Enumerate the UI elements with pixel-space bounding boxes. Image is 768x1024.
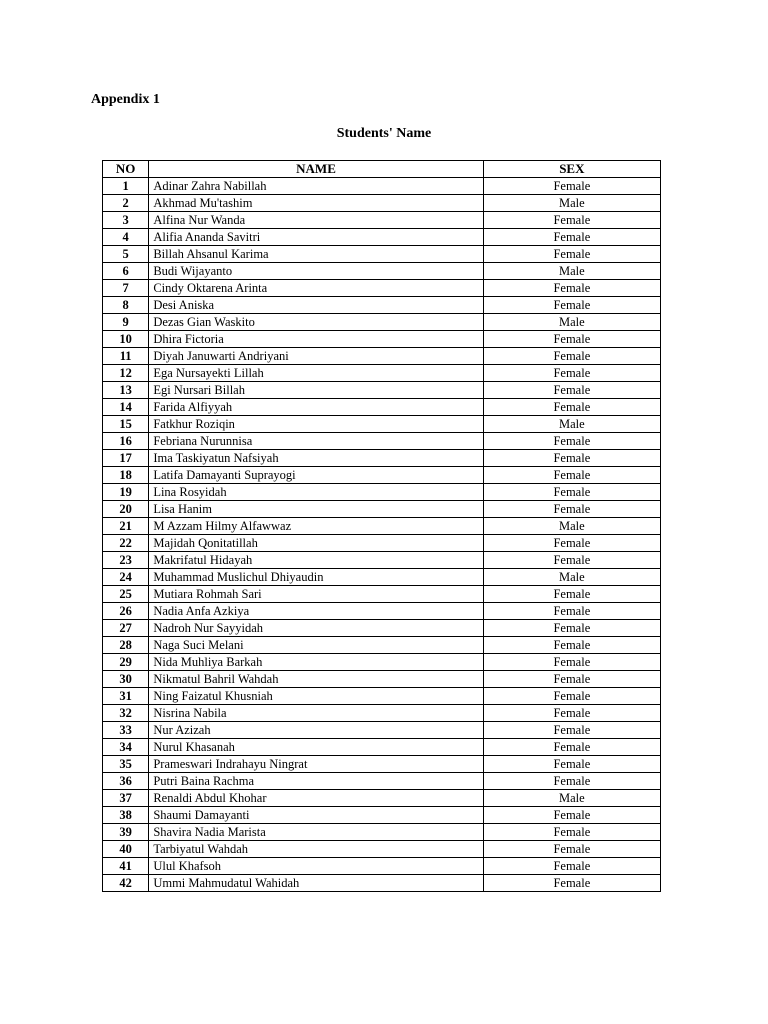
student-name: Nisrina Nabila bbox=[149, 705, 483, 722]
student-sex: Female bbox=[483, 875, 660, 892]
table-row bbox=[103, 450, 661, 467]
student-name: Mutiara Rohmah Sari bbox=[149, 586, 483, 603]
student-sex: Female bbox=[483, 654, 660, 671]
table-row bbox=[103, 773, 661, 790]
row-number: 39 bbox=[103, 824, 149, 841]
student-sex: Male bbox=[483, 263, 660, 280]
student-sex: Female bbox=[483, 433, 660, 450]
table-row bbox=[103, 875, 661, 892]
row-number: 7 bbox=[103, 280, 149, 297]
student-name: Nikmatul Bahril Wahdah bbox=[149, 671, 483, 688]
table-header-row bbox=[103, 161, 661, 178]
row-number: 18 bbox=[103, 467, 149, 484]
header-sex: SEX bbox=[483, 161, 660, 178]
student-sex: Female bbox=[483, 365, 660, 382]
row-number: 16 bbox=[103, 433, 149, 450]
row-number: 20 bbox=[103, 501, 149, 518]
row-number: 1 bbox=[103, 178, 149, 195]
student-name: Billah Ahsanul Karima bbox=[149, 246, 483, 263]
table-row bbox=[103, 535, 661, 552]
table-row bbox=[103, 824, 661, 841]
student-sex: Female bbox=[483, 552, 660, 569]
student-sex: Female bbox=[483, 331, 660, 348]
row-number: 22 bbox=[103, 535, 149, 552]
row-number: 38 bbox=[103, 807, 149, 824]
row-number: 34 bbox=[103, 739, 149, 756]
student-name: Lisa Hanim bbox=[149, 501, 483, 518]
table-row bbox=[103, 263, 661, 280]
table-row bbox=[103, 756, 661, 773]
student-sex: Female bbox=[483, 467, 660, 484]
student-sex: Female bbox=[483, 705, 660, 722]
table-row bbox=[103, 331, 661, 348]
table-row bbox=[103, 552, 661, 569]
student-sex: Female bbox=[483, 824, 660, 841]
student-name: Nur Azizah bbox=[149, 722, 483, 739]
student-sex: Female bbox=[483, 382, 660, 399]
table-row bbox=[103, 348, 661, 365]
student-name: Fatkhur Roziqin bbox=[149, 416, 483, 433]
table-row bbox=[103, 433, 661, 450]
table-row bbox=[103, 382, 661, 399]
row-number: 31 bbox=[103, 688, 149, 705]
student-name: Adinar Zahra Nabillah bbox=[149, 178, 483, 195]
table-row bbox=[103, 246, 661, 263]
student-name: Lina Rosyidah bbox=[149, 484, 483, 501]
student-name: Egi Nursari Billah bbox=[149, 382, 483, 399]
student-name: Alfina Nur Wanda bbox=[149, 212, 483, 229]
student-name: Nurul Khasanah bbox=[149, 739, 483, 756]
student-sex: Female bbox=[483, 841, 660, 858]
table-row bbox=[103, 858, 661, 875]
student-sex: Female bbox=[483, 756, 660, 773]
student-sex: Male bbox=[483, 195, 660, 212]
student-sex: Female bbox=[483, 637, 660, 654]
header-name: NAME bbox=[149, 161, 483, 178]
row-number: 23 bbox=[103, 552, 149, 569]
row-number: 4 bbox=[103, 229, 149, 246]
student-sex: Female bbox=[483, 484, 660, 501]
student-name: Nadia Anfa Azkiya bbox=[149, 603, 483, 620]
student-name: Naga Suci Melani bbox=[149, 637, 483, 654]
student-sex: Female bbox=[483, 399, 660, 416]
row-number: 36 bbox=[103, 773, 149, 790]
table-row bbox=[103, 365, 661, 382]
table-row bbox=[103, 178, 661, 195]
appendix-label: Appendix 1 bbox=[91, 92, 160, 107]
row-number: 24 bbox=[103, 569, 149, 586]
row-number: 28 bbox=[103, 637, 149, 654]
student-sex: Female bbox=[483, 586, 660, 603]
student-sex: Female bbox=[483, 501, 660, 518]
student-sex: Female bbox=[483, 280, 660, 297]
student-name: Akhmad Mu'tashim bbox=[149, 195, 483, 212]
table-row bbox=[103, 620, 661, 637]
student-sex: Female bbox=[483, 603, 660, 620]
student-sex: Female bbox=[483, 348, 660, 365]
table-row bbox=[103, 297, 661, 314]
row-number: 33 bbox=[103, 722, 149, 739]
student-sex: Female bbox=[483, 535, 660, 552]
row-number: 32 bbox=[103, 705, 149, 722]
table-row bbox=[103, 501, 661, 518]
row-number: 2 bbox=[103, 195, 149, 212]
student-sex: Male bbox=[483, 416, 660, 433]
table-row bbox=[103, 739, 661, 756]
row-number: 30 bbox=[103, 671, 149, 688]
table-row bbox=[103, 586, 661, 603]
student-name: Shaumi Damayanti bbox=[149, 807, 483, 824]
student-sex: Female bbox=[483, 739, 660, 756]
student-name: Diyah Januwarti Andriyani bbox=[149, 348, 483, 365]
row-number: 15 bbox=[103, 416, 149, 433]
row-number: 27 bbox=[103, 620, 149, 637]
table-row bbox=[103, 654, 661, 671]
student-name: Ning Faizatul Khusniah bbox=[149, 688, 483, 705]
student-name: Prameswari Indrahayu Ningrat bbox=[149, 756, 483, 773]
row-number: 5 bbox=[103, 246, 149, 263]
row-number: 17 bbox=[103, 450, 149, 467]
row-number: 21 bbox=[103, 518, 149, 535]
table-row bbox=[103, 637, 661, 654]
row-number: 29 bbox=[103, 654, 149, 671]
table-row bbox=[103, 705, 661, 722]
student-name: Alifia Ananda Savitri bbox=[149, 229, 483, 246]
student-name: Budi Wijayanto bbox=[149, 263, 483, 280]
student-name: Shavira Nadia Marista bbox=[149, 824, 483, 841]
student-sex: Male bbox=[483, 790, 660, 807]
student-sex: Female bbox=[483, 722, 660, 739]
table-row bbox=[103, 671, 661, 688]
row-number: 12 bbox=[103, 365, 149, 382]
student-sex: Female bbox=[483, 212, 660, 229]
student-sex: Female bbox=[483, 671, 660, 688]
table-row bbox=[103, 603, 661, 620]
row-number: 11 bbox=[103, 348, 149, 365]
student-sex: Female bbox=[483, 297, 660, 314]
row-number: 19 bbox=[103, 484, 149, 501]
student-sex: Female bbox=[483, 178, 660, 195]
row-number: 26 bbox=[103, 603, 149, 620]
row-number: 41 bbox=[103, 858, 149, 875]
student-name: Ummi Mahmudatul Wahidah bbox=[149, 875, 483, 892]
student-name: Febriana Nurunnisa bbox=[149, 433, 483, 450]
student-name: Makrifatul Hidayah bbox=[149, 552, 483, 569]
student-name: Majidah Qonitatillah bbox=[149, 535, 483, 552]
student-name: Cindy Oktarena Arinta bbox=[149, 280, 483, 297]
row-number: 35 bbox=[103, 756, 149, 773]
student-name: Nida Muhliya Barkah bbox=[149, 654, 483, 671]
table-row bbox=[103, 841, 661, 858]
student-sex: Female bbox=[483, 858, 660, 875]
table-row bbox=[103, 467, 661, 484]
student-name: Desi Aniska bbox=[149, 297, 483, 314]
students-table bbox=[102, 160, 661, 892]
row-number: 6 bbox=[103, 263, 149, 280]
row-number: 10 bbox=[103, 331, 149, 348]
student-sex: Female bbox=[483, 688, 660, 705]
student-sex: Female bbox=[483, 620, 660, 637]
table-row bbox=[103, 484, 661, 501]
student-name: Ima Taskiyatun Nafsiyah bbox=[149, 450, 483, 467]
student-sex: Male bbox=[483, 314, 660, 331]
student-sex: Male bbox=[483, 518, 660, 535]
student-sex: Female bbox=[483, 450, 660, 467]
student-name: Dhira Fictoria bbox=[149, 331, 483, 348]
row-number: 25 bbox=[103, 586, 149, 603]
student-name: Dezas Gian Waskito bbox=[149, 314, 483, 331]
row-number: 37 bbox=[103, 790, 149, 807]
table-row bbox=[103, 195, 661, 212]
table-row bbox=[103, 416, 661, 433]
table-row bbox=[103, 518, 661, 535]
student-name: Renaldi Abdul Khohar bbox=[149, 790, 483, 807]
row-number: 13 bbox=[103, 382, 149, 399]
table-row bbox=[103, 722, 661, 739]
table-row bbox=[103, 280, 661, 297]
table-row bbox=[103, 314, 661, 331]
document-title: Students' Name bbox=[336, 126, 432, 141]
student-name: Putri Baina Rachma bbox=[149, 773, 483, 790]
student-name: Muhammad Muslichul Dhiyaudin bbox=[149, 569, 483, 586]
table-row bbox=[103, 212, 661, 229]
student-name: Ulul Khafsoh bbox=[149, 858, 483, 875]
row-number: 40 bbox=[103, 841, 149, 858]
row-number: 9 bbox=[103, 314, 149, 331]
student-sex: Female bbox=[483, 807, 660, 824]
student-name: Ega Nursayekti Lillah bbox=[149, 365, 483, 382]
table-row bbox=[103, 569, 661, 586]
student-name: Tarbiyatul Wahdah bbox=[149, 841, 483, 858]
row-number: 42 bbox=[103, 875, 149, 892]
student-name: Nadroh Nur Sayyidah bbox=[149, 620, 483, 637]
row-number: 8 bbox=[103, 297, 149, 314]
table-row bbox=[103, 688, 661, 705]
table-body bbox=[103, 178, 661, 892]
table-row bbox=[103, 790, 661, 807]
student-name: Latifa Damayanti Suprayogi bbox=[149, 467, 483, 484]
student-sex: Male bbox=[483, 569, 660, 586]
header-no: NO bbox=[103, 161, 149, 178]
student-name: M Azzam Hilmy Alfawwaz bbox=[149, 518, 483, 535]
student-sex: Female bbox=[483, 773, 660, 790]
table-row bbox=[103, 229, 661, 246]
row-number: 3 bbox=[103, 212, 149, 229]
student-name: Farida Alfiyyah bbox=[149, 399, 483, 416]
student-sex: Female bbox=[483, 229, 660, 246]
table-row bbox=[103, 807, 661, 824]
table-row bbox=[103, 399, 661, 416]
row-number: 14 bbox=[103, 399, 149, 416]
student-sex: Female bbox=[483, 246, 660, 263]
